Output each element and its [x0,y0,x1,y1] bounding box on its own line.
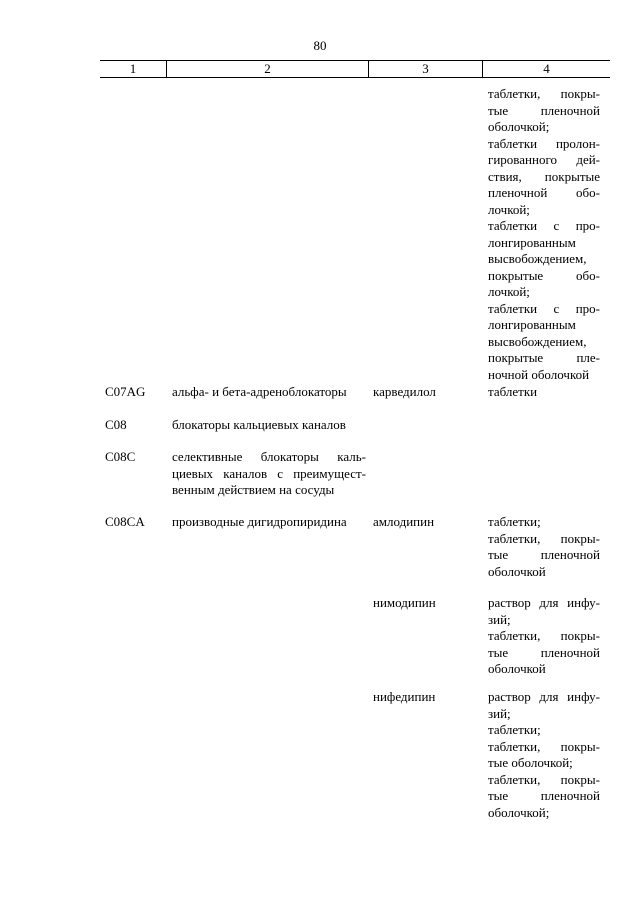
form-line: тые пленочной [488,102,600,118]
group-line: венным действием на сосуды [172,482,335,497]
form-line: таблетки, покры- [488,530,600,546]
form-line: высвобождением, [488,251,587,266]
group-name: альфа- и бета-адреноблокаторы [172,384,347,399]
form-line: покрытые пле- [488,350,600,365]
form-line: таблетки с про- [488,300,600,316]
table-header [100,60,610,78]
form-line: покрытые обо- [488,267,600,283]
form-line: ночной оболочкой [488,366,590,382]
form-line: зий; [488,611,511,627]
drug-name: карведилол [373,384,436,399]
form-line: таблетки с про- [488,218,600,233]
form-line: раствор для инфу- [488,595,600,610]
form-line: лонгированным [488,317,576,332]
drug-name: амлодипин [373,514,435,529]
form-line: зий; [488,705,511,721]
form-line: таблетки, покры- [488,771,600,787]
form-line: лочкой; [488,284,530,299]
form-line: таблетки; [488,722,541,737]
group-name: блокаторы кальциевых каналов [172,417,346,432]
form-line: таблетки, покры- [488,738,600,754]
form-line: оболочкой [488,661,546,676]
form-line: таблетки, покры- [488,86,600,101]
header-col-4: 4 [482,61,610,77]
drug-name: нифедипин [373,689,436,704]
form-line: лонгированным [488,234,576,250]
header-col-3: 3 [368,61,482,77]
form-line: таблетки пролон- [488,135,600,151]
form-line: тые пленочной [488,547,600,562]
header-col-2: 2 [166,61,368,77]
form-line: таблетки, покры- [488,628,600,643]
form-line: таблетки; [488,514,541,529]
form-line: пленочной обо- [488,185,600,200]
dosage-forms [488,514,600,580]
form-line: тые пленочной [488,644,600,660]
dosage-forms [488,689,600,821]
form-line: гированного дей- [488,152,600,167]
form-line: лочкой; [488,201,530,217]
form-line: тые оболочкой; [488,755,573,770]
group-name: производные дигидропиридина [172,514,347,529]
form-line: оболочкой; [488,119,550,134]
continuation-forms [488,86,600,383]
group-line: циевых каналов с преимущест- [172,465,366,481]
form-line: оболочкой; [488,804,550,820]
form-line: ствия, покрытые [488,168,600,184]
page-number: 80 [313,38,327,53]
group-name [172,449,366,499]
dosage-forms [488,595,600,678]
form-line: раствор для инфу- [488,689,600,704]
drug-name: нимодипин [373,595,436,610]
dosage-form: таблетки [488,384,538,399]
form-line: высвобождением, [488,333,587,349]
form-line: оболочкой [488,563,546,579]
atc-code: C08C [105,449,136,464]
form-line: тые пленочной [488,788,600,803]
atc-code: C08 [105,417,127,432]
group-line: селективные блокаторы каль- [172,449,366,464]
atc-code: C08CA [105,514,145,529]
header-col-1: 1 [129,61,137,76]
atc-code: C07AG [105,384,146,399]
